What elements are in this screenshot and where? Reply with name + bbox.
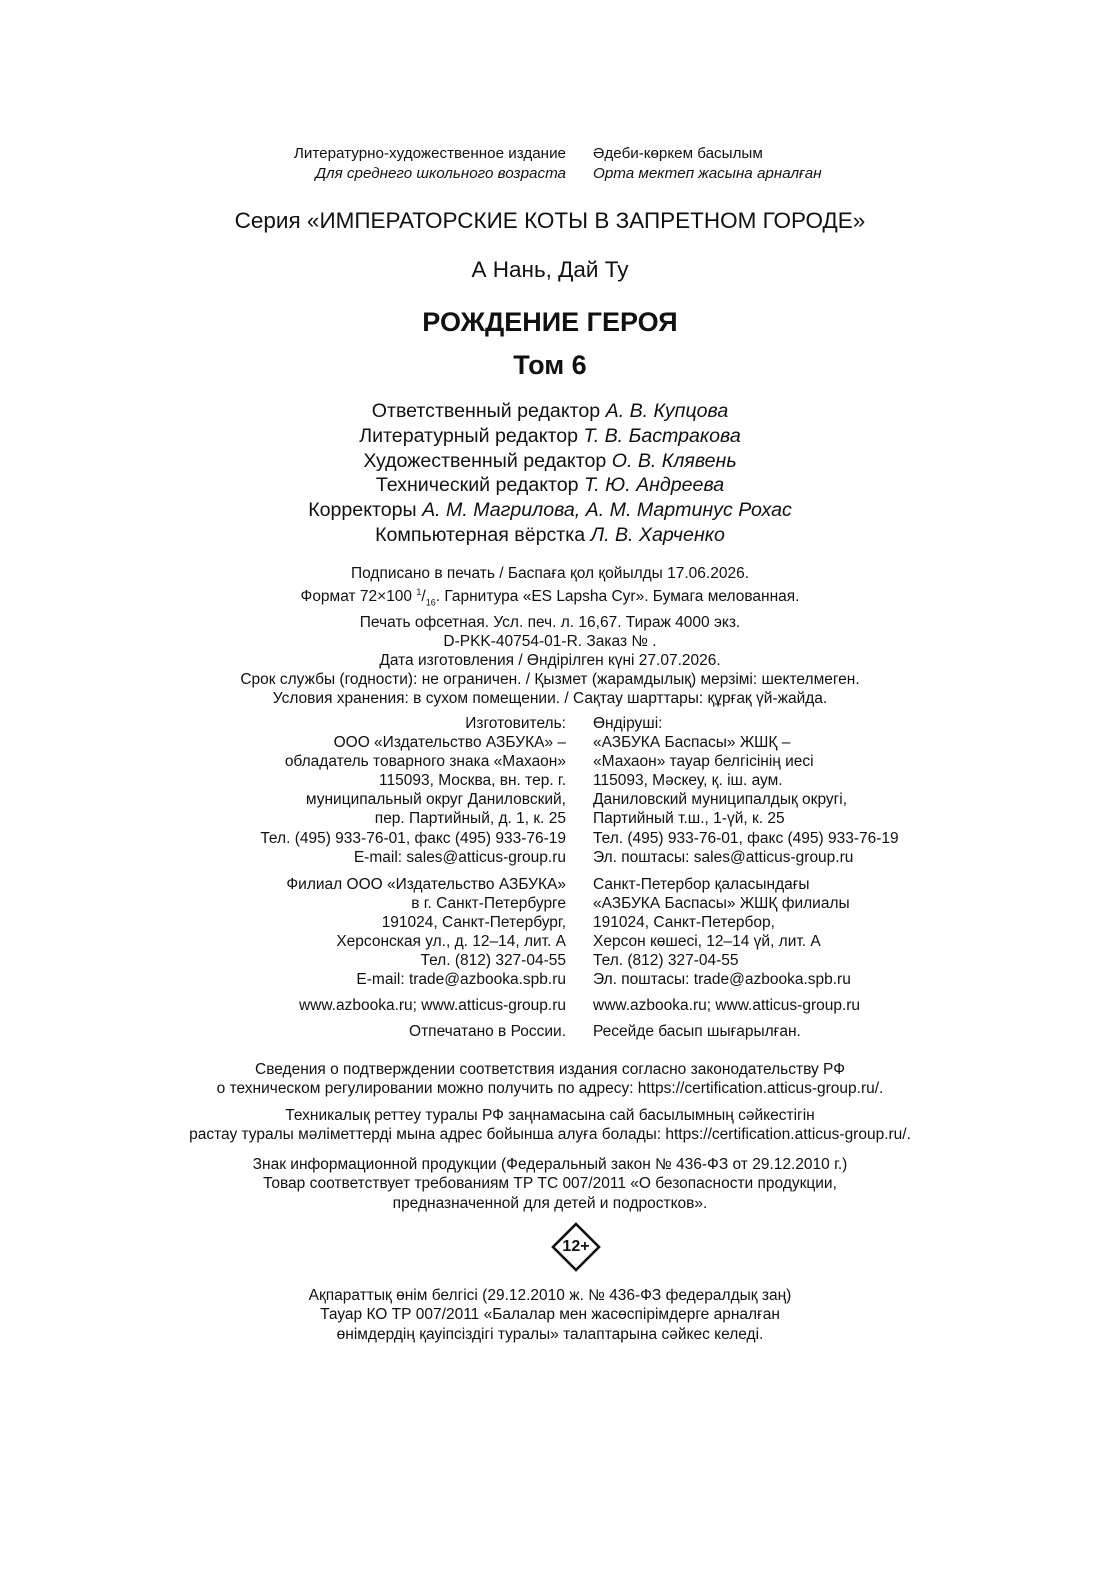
edition-age-ru: Для среднего школьного возраста xyxy=(315,164,566,182)
order-number: D-PKK-40754-01-R. Заказ № . xyxy=(443,632,657,650)
edition-type xyxy=(0,144,1100,183)
service-life: Срок службы (годности): не ограничен. / Қызмет (жарамдылық) мерзімі: шектелмеген. xyxy=(240,671,860,689)
info-sign-line: Знак информационной продукции (Федеральный закон № 436-ФЗ от 29.12.2010 г.) xyxy=(252,1156,848,1173)
edition-type-kz xyxy=(593,144,822,183)
staff-item xyxy=(0,523,1100,548)
staff-item xyxy=(0,399,1100,424)
websites xyxy=(0,996,1100,1015)
staff-item xyxy=(0,498,1100,523)
info-sign-kz xyxy=(0,1286,1100,1344)
manufacturer-line: пер. Партийный, д. 1, к. 25 xyxy=(374,810,566,828)
manufacture-date: Дата изготовления / Өндірілген күні 27.07.2026. xyxy=(379,652,721,670)
manufacturer-block xyxy=(0,714,1100,867)
staff-name: А. В. Купцова xyxy=(605,400,729,422)
storage-conditions: Условия хранения: в сухом помещении. / Сақтау шарттары: құрғақ үй-жайда. xyxy=(272,690,828,708)
manufacturer-line: муниципальный округ Даниловский, xyxy=(305,791,566,809)
book-volume: Том 6 xyxy=(513,350,587,380)
age-rating-label: 12+ xyxy=(562,1238,590,1255)
certification-line: о техническом регулировании можно получить по адресу: https://certification.atticus-group.ru/. xyxy=(216,1080,884,1098)
book-title: РОЖДЕНИЕ ГЕРОЯ xyxy=(422,307,678,337)
staff-role: Корректоры xyxy=(308,499,417,522)
imprint-details xyxy=(0,564,1100,709)
print-info: Печать офсетная. Усл. печ. л. 16,67. Тираж 4000 экз. xyxy=(359,613,741,631)
branch-line: Санкт-Петербор қаласындағы xyxy=(593,876,810,893)
manufacturer-kz xyxy=(593,714,899,867)
printed-in-kz: Ресейде басып шығарылған. xyxy=(593,1023,801,1040)
branch-line: E-mail: trade@azbooka.spb.ru xyxy=(356,971,566,989)
manufacturer-line: Изготовитель: xyxy=(465,715,566,732)
branch-line: Филиал ООО «Издательство АЗБУКА» xyxy=(286,876,566,893)
branch-line: 191024, Санкт-Петербург, xyxy=(381,914,566,932)
format-denominator: 16 xyxy=(425,597,436,608)
info-sign-line: Товар соответствует требованиям ТР ТС 007/2011 «О безопасности продукции, xyxy=(263,1175,837,1193)
manufacturer-line: «Махаон» тауар белгісінің иесі xyxy=(593,753,814,771)
staff-name: Т. Ю. Андреева xyxy=(584,474,725,497)
format-numerator: 1 xyxy=(416,587,422,598)
branch-kz xyxy=(593,875,851,990)
info-sign-line: Тауар КО ТР 007/2011 «Балалар мен жасөспірімдерге арналған xyxy=(320,1306,780,1324)
signed-date: Подписано в печать / Баспаға қол қойылды 17.06.2026. xyxy=(350,565,750,582)
staff-item xyxy=(0,473,1100,498)
manufacturer-line: Тел. (495) 933-76-01, факс (495) 933-76-19 xyxy=(260,829,566,847)
staff-name: А. М. Магрилова, А. М. Мартинус Рохас xyxy=(422,499,792,522)
websites-kz: www.azbooka.ru; www.atticus-group.ru xyxy=(593,997,861,1014)
branch-block xyxy=(0,875,1100,990)
staff-role: Технический редактор xyxy=(375,474,579,497)
branch-ru xyxy=(0,875,566,990)
staff-item xyxy=(0,424,1100,449)
manufacturer-line: «АЗБУКА Баспасы» ЖШҚ – xyxy=(593,734,791,752)
manufacturer-line: Өндіруші: xyxy=(593,715,663,732)
manufacturer-line: Партийный т.ш., 1-үй, к. 25 xyxy=(593,810,785,828)
certification-line: растау туралы мәліметтерді мына адрес бойынша алуға болады: https://certification.atticus-group.ru/. xyxy=(189,1126,911,1144)
printed-in-ru: Отпечатано в России. xyxy=(409,1023,566,1040)
certification-ru xyxy=(0,1060,1100,1099)
manufacturer-line: Тел. (495) 933-76-01, факс (495) 933-76-19 xyxy=(593,829,899,847)
branch-line: Тел. (812) 327-04-55 xyxy=(420,952,566,970)
format-prefix: Формат 72×100 xyxy=(300,588,413,606)
staff-name: Т. В. Бастракова xyxy=(583,424,741,447)
websites-ru: www.azbooka.ru; www.atticus-group.ru xyxy=(298,997,566,1014)
staff-item xyxy=(0,449,1100,474)
edition-type-ru xyxy=(0,144,566,183)
edition-genre-kz: Әдеби-көркем басылым xyxy=(593,145,763,162)
age-rating-badge xyxy=(551,1222,601,1272)
branch-line: в г. Санкт-Петербурге xyxy=(411,895,566,913)
format-line: Формат 72×100 $^1/_{16}$. Гарнитура «ES Lapsha Cyr». Бумага мелованная. xyxy=(300,587,800,608)
branch-line: «АЗБУКА Баспасы» ЖШҚ филиалы xyxy=(593,895,850,913)
manufacturer-line: 115093, Москва, вн. тер. г. xyxy=(379,772,566,790)
series-title: Серия «ИМПЕРАТОРСКИЕ КОТЫ В ЗАПРЕТНОМ ГОРОДЕ» xyxy=(234,208,866,233)
staff-role: Ответственный редактор xyxy=(371,400,601,422)
branch-line: 191024, Санкт-Петербор, xyxy=(593,914,775,932)
staff-name: Л. В. Харченко xyxy=(590,523,725,546)
info-sign-line: предназначенной для детей и подростков». xyxy=(392,1194,708,1212)
branch-line: Тел. (812) 327-04-55 xyxy=(593,952,739,970)
staff-name: О. В. Клявень xyxy=(611,449,737,472)
branch-line: Херсон көшесі, 12–14 үй, лит. А xyxy=(593,933,821,951)
info-sign-ru xyxy=(0,1155,1100,1213)
staff-role: Художественный редактор xyxy=(363,449,607,472)
format-suffix: . Гарнитура «ES Lapsha Cyr». Бумага мелованная. xyxy=(435,588,800,606)
edition-age-kz: Орта мектеп жасына арналған xyxy=(593,164,822,182)
manufacturer-ru xyxy=(0,714,566,867)
certification-line: Сведения о подтверждении соответствия издания согласно законодательству РФ xyxy=(255,1061,845,1078)
certification-kz xyxy=(0,1106,1100,1145)
authors: А Нань, Дай Ту xyxy=(471,257,629,282)
manufacturer-line: ООО «Издательство АЗБУКА» – xyxy=(333,734,566,752)
manufacturer-line: Даниловский муниципалдық округі, xyxy=(593,791,848,809)
branch-line: Херсонская ул., д. 12–14, лит. А xyxy=(336,933,566,951)
staff-role: Компьютерная вёрстка xyxy=(375,523,586,546)
manufacturer-line: E-mail: sales@atticus-group.ru xyxy=(353,848,566,866)
info-sign-line: өнімдердің қауіпсіздігі туралы» талаптарына сәйкес келеді. xyxy=(336,1325,764,1343)
branch-line: Эл. поштасы: trade@azbooka.spb.ru xyxy=(593,971,851,989)
manufacturer-line: обладатель товарного знака «Махаон» xyxy=(284,753,566,771)
info-sign-line: Ақпараттық өнім белгісі (29.12.2010 ж. № 436-ФЗ федералдық заң) xyxy=(308,1287,792,1304)
staff-role: Литературный редактор xyxy=(359,424,579,447)
manufacturer-line: Эл. поштасы: sales@atticus-group.ru xyxy=(593,848,854,866)
staff-list xyxy=(0,399,1100,548)
printed-in xyxy=(0,1022,1100,1041)
manufacturer-line: 115093, Мәскеу, қ. іш. аум. xyxy=(593,772,783,790)
edition-genre-ru: Литературно-художественное издание xyxy=(293,145,566,162)
certification-line: Техникалық реттеу туралы РФ заңнамасына сай басылымның сәйкестігін xyxy=(285,1107,815,1124)
